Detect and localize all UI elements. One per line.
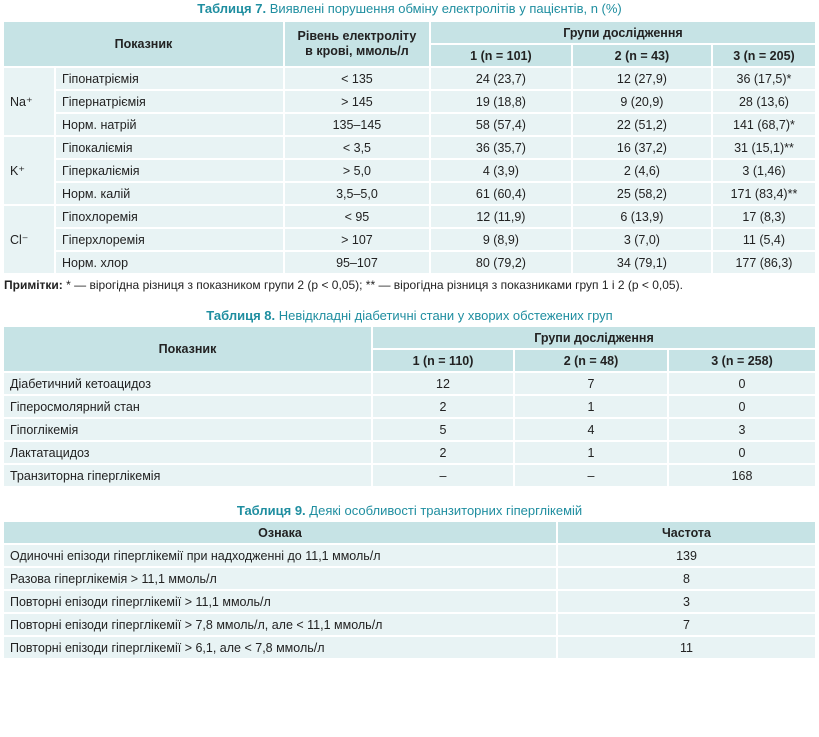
row-g1: 2 — [373, 396, 513, 417]
t8-head-g2: 2 (n = 48) — [515, 350, 667, 371]
row-g3: 3 — [669, 419, 815, 440]
row-name: Гіпохлоремія — [56, 206, 283, 227]
table8-caption-text: Невідкладні діабетичні стани у хворих обстежених груп — [278, 308, 613, 323]
row-name: Повторні епізоди гіперглікемії > 6,1, але < 7,8 ммоль/л — [4, 637, 556, 658]
row-freq: 7 — [558, 614, 815, 635]
table-row — [4, 637, 815, 658]
row-level: 3,5–5,0 — [285, 183, 429, 204]
row-g3: 3 (1,46) — [713, 160, 815, 181]
table-row — [4, 545, 815, 566]
table-row — [4, 137, 815, 158]
table8 — [2, 325, 817, 488]
row-name: Лактатацидоз — [4, 442, 371, 463]
table-row — [4, 206, 815, 227]
t8-head-g3: 3 (n = 258) — [669, 350, 815, 371]
t9-body — [4, 545, 815, 658]
row-g2: 1 — [515, 396, 667, 417]
row-name: Разова гіперглікемія > 11,1 ммоль/л — [4, 568, 556, 589]
t7-notes-label: Примітки: — [4, 278, 63, 292]
table7-caption-number: Таблиця 7. — [197, 1, 267, 16]
row-level: 95–107 — [285, 252, 429, 273]
table-row — [4, 68, 815, 89]
row-g2: 7 — [515, 373, 667, 394]
row-g1: 36 (35,7) — [431, 137, 571, 158]
row-name: Гіперкаліємія — [56, 160, 283, 181]
row-g2: 34 (79,1) — [573, 252, 711, 273]
row-level: 135–145 — [285, 114, 429, 135]
table8-caption — [0, 307, 819, 325]
row-name: Гіпоглікемія — [4, 419, 371, 440]
table7-caption — [0, 0, 819, 18]
table-row — [4, 160, 815, 181]
table-row — [4, 183, 815, 204]
table7-caption-text: Виявлені порушення обміну електролітів у пацієнтів, n (%) — [269, 1, 622, 16]
t7-head-g1: 1 (n = 101) — [431, 45, 571, 66]
row-g1: 2 — [373, 442, 513, 463]
row-g3: 17 (8,3) — [713, 206, 815, 227]
t7-head-groups: Групи дослідження — [431, 22, 815, 43]
row-g2: 2 (4,6) — [573, 160, 711, 181]
row-name: Гіперхлоремія — [56, 229, 283, 250]
row-g1: 5 — [373, 419, 513, 440]
table7-notes — [4, 277, 819, 293]
t9-head-sign: Ознака — [4, 522, 556, 543]
t7-notes-text: * — вірогідна різниця з показником групи 2 (p < 0,05); ** — вірогідна різниця з показниками груп 1 і 2 (p < 0,05). — [66, 278, 683, 292]
row-g3: 177 (86,3) — [713, 252, 815, 273]
row-freq: 139 — [558, 545, 815, 566]
electrolyte-label: Na⁺ — [4, 68, 54, 135]
row-g2: 9 (20,9) — [573, 91, 711, 112]
electrolyte-label: K⁺ — [4, 137, 54, 204]
t8-head-g1: 1 (n = 110) — [373, 350, 513, 371]
row-g2: 16 (37,2) — [573, 137, 711, 158]
row-g2: – — [515, 465, 667, 486]
row-name: Одиночні епізоди гіперглікемії при надходженні до 11,1 ммоль/л — [4, 545, 556, 566]
row-g3: 31 (15,1)** — [713, 137, 815, 158]
row-g3: 141 (68,7)* — [713, 114, 815, 135]
row-g3: 0 — [669, 442, 815, 463]
table-row — [4, 568, 815, 589]
t7-head-g2: 2 (n = 43) — [573, 45, 711, 66]
row-name: Гіпокаліємія — [56, 137, 283, 158]
t8-head-groups: Групи дослідження — [373, 327, 815, 348]
row-g1: 24 (23,7) — [431, 68, 571, 89]
row-g3: 11 (5,4) — [713, 229, 815, 250]
row-name: Діабетичний кетоацидоз — [4, 373, 371, 394]
t7-body — [4, 68, 815, 273]
row-name: Транзиторна гіперглікемія — [4, 465, 371, 486]
row-level: > 107 — [285, 229, 429, 250]
t7-head-indicator: Показник — [4, 22, 283, 66]
row-name: Норм. хлор — [56, 252, 283, 273]
row-freq: 11 — [558, 637, 815, 658]
row-g3: 28 (13,6) — [713, 91, 815, 112]
row-g1: 4 (3,9) — [431, 160, 571, 181]
table9-caption — [0, 502, 819, 520]
row-g3: 0 — [669, 396, 815, 417]
table-row — [4, 442, 815, 463]
row-g1: 9 (8,9) — [431, 229, 571, 250]
table-row — [4, 614, 815, 635]
row-g2: 3 (7,0) — [573, 229, 711, 250]
row-g1: 12 (11,9) — [431, 206, 571, 227]
row-level: > 5,0 — [285, 160, 429, 181]
table7 — [2, 20, 817, 275]
table9 — [2, 520, 817, 660]
table-row — [4, 419, 815, 440]
row-g2: 12 (27,9) — [573, 68, 711, 89]
table-row — [4, 229, 815, 250]
t7-head-g3: 3 (n = 205) — [713, 45, 815, 66]
row-name: Гіперосмолярний стан — [4, 396, 371, 417]
t7-head-level — [285, 22, 429, 66]
electrolyte-label: Cl⁻ — [4, 206, 54, 273]
row-name: Норм. натрій — [56, 114, 283, 135]
t9-head-freq: Частота — [558, 522, 815, 543]
row-name: Повторні епізоди гіперглікемії > 11,1 ммоль/л — [4, 591, 556, 612]
row-g3: 171 (83,4)** — [713, 183, 815, 204]
row-g2: 4 — [515, 419, 667, 440]
row-g3: 0 — [669, 373, 815, 394]
row-level: < 3,5 — [285, 137, 429, 158]
row-g1: 12 — [373, 373, 513, 394]
table-row — [4, 396, 815, 417]
table-row — [4, 114, 815, 135]
row-name: Гіпернатріємія — [56, 91, 283, 112]
table-row — [4, 373, 815, 394]
t8-head-indicator: Показник — [4, 327, 371, 371]
row-name: Гіпонатріємія — [56, 68, 283, 89]
row-g3: 168 — [669, 465, 815, 486]
row-g3: 36 (17,5)* — [713, 68, 815, 89]
table-row — [4, 91, 815, 112]
table9-caption-number: Таблиця 9. — [236, 503, 306, 518]
row-freq: 3 — [558, 591, 815, 612]
row-level: < 95 — [285, 206, 429, 227]
t7-head-level-line1: Рівень електроліту — [297, 29, 417, 43]
row-level: > 145 — [285, 91, 429, 112]
row-g2: 1 — [515, 442, 667, 463]
t7-head-level-line2: в крові, ммоль/л — [305, 44, 409, 58]
row-g2: 22 (51,2) — [573, 114, 711, 135]
row-g1: 19 (18,8) — [431, 91, 571, 112]
row-g1: 80 (79,2) — [431, 252, 571, 273]
row-g1: – — [373, 465, 513, 486]
row-g1: 61 (60,4) — [431, 183, 571, 204]
row-name: Повторні епізоди гіперглікемії > 7,8 ммоль/л, але < 11,1 ммоль/л — [4, 614, 556, 635]
row-level: < 135 — [285, 68, 429, 89]
t8-body — [4, 373, 815, 486]
row-g2: 25 (58,2) — [573, 183, 711, 204]
row-g1: 58 (57,4) — [431, 114, 571, 135]
row-g2: 6 (13,9) — [573, 206, 711, 227]
table9-caption-text: Деякі особливості транзиторних гіперглікемій — [309, 503, 583, 518]
row-name: Норм. калій — [56, 183, 283, 204]
table-row — [4, 591, 815, 612]
row-freq: 8 — [558, 568, 815, 589]
table-row — [4, 252, 815, 273]
table8-caption-number: Таблиця 8. — [206, 308, 276, 323]
table-row — [4, 465, 815, 486]
